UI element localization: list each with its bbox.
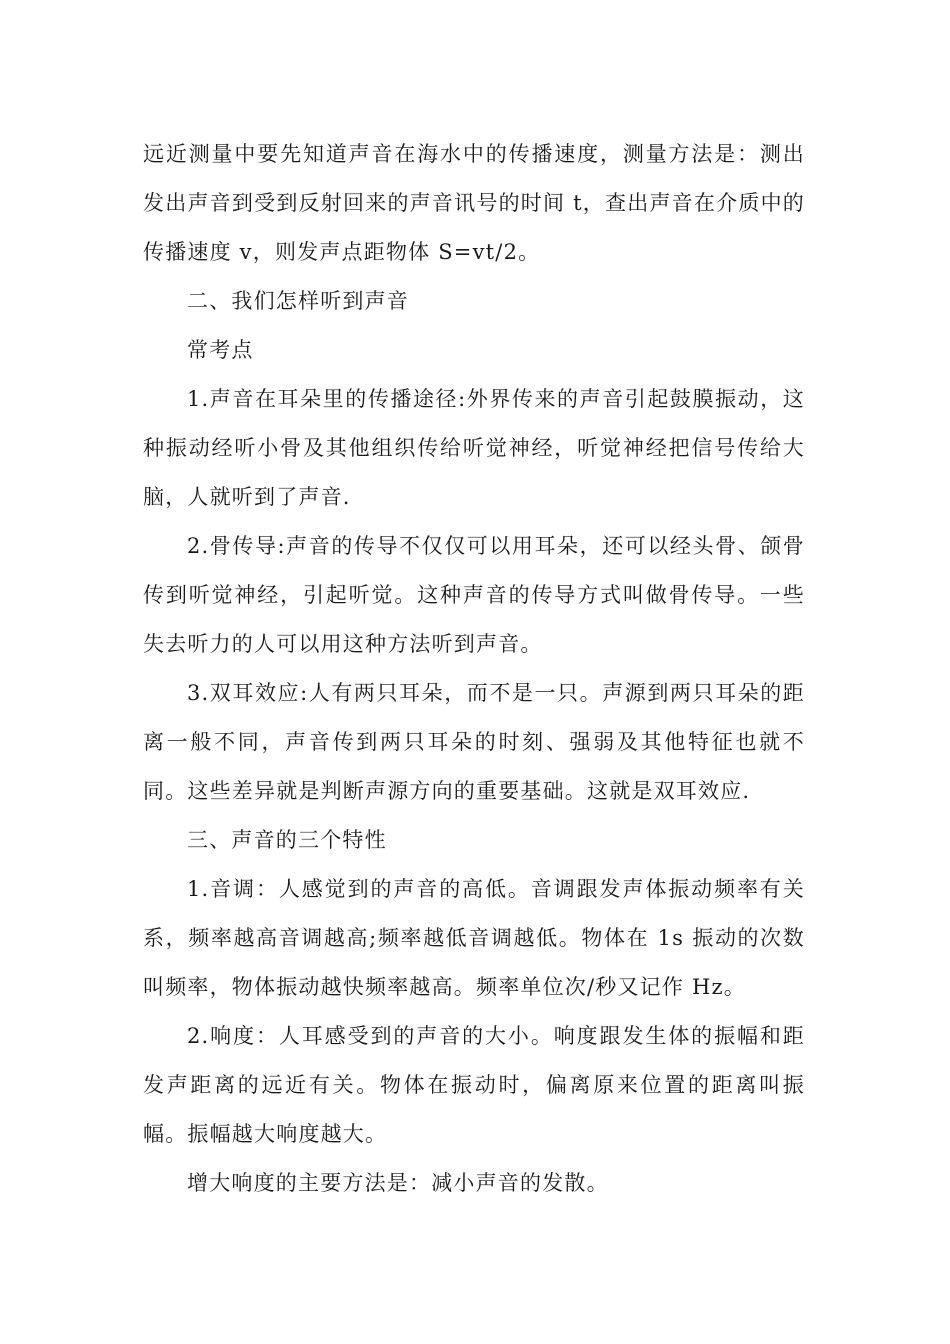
document-body (143, 130, 805, 1208)
paragraph-bone-conduction: 2.骨传导:声音的传导不仅仅可以用耳朵，还可以经头骨、颌骨传到听觉神经，引起听觉。这种声音的传导方式叫做骨传导。一些失去听力的人可以用这种方法听到声音。 (143, 534, 805, 656)
paragraph-ear-transmission: 1.声音在耳朵里的传播途径:外界传来的声音引起鼓膜振动，这种振动经听小骨及其他组织传给听觉神经，听觉神经把信号传给大脑，人就听到了声音. (143, 387, 805, 509)
subheading-key-points: 常考点 (187, 338, 254, 362)
paragraph-binaural-effect: 3.双耳效应:人有两只耳朵，而不是一只。声源到两只耳朵的距离一般不同，声音传到两只耳朵的时刻、强弱及其他特征也就不同。这些差异就是判断声源方向的重要基础。这就是双耳效应. (143, 681, 805, 803)
section-heading-three-characteristics: 三、声音的三个特性 (187, 828, 387, 852)
paragraph-pitch: 1.音调：人感觉到的声音的高低。音调跟发声体振动频率有关系，频率越高音调越高;频率越低音调越低。物体在 1s 振动的次数叫频率，物体振动越快频率越高。频率单位次/秒又记作 Hz。 (143, 877, 805, 999)
section-heading-how-we-hear: 二、我们怎样听到声音 (187, 289, 409, 313)
paragraph-loudness: 2.响度：人耳感受到的声音的大小。响度跟发生体的振幅和距发声距离的远近有关。物体在振动时，偏离原来位置的距离叫振幅。振幅越大响度越大。 (143, 1024, 805, 1146)
paragraph-sonar-measurement: 远近测量中要先知道声音在海水中的传播速度，测量方法是：测出发出声音到受到反射回来的声音讯号的时间 t，查出声音在介质中的传播速度 v，则发声点距物体 S=vt/2。 (143, 142, 805, 264)
paragraph-increase-loudness: 增大响度的主要方法是：减小声音的发散。 (187, 1171, 609, 1195)
